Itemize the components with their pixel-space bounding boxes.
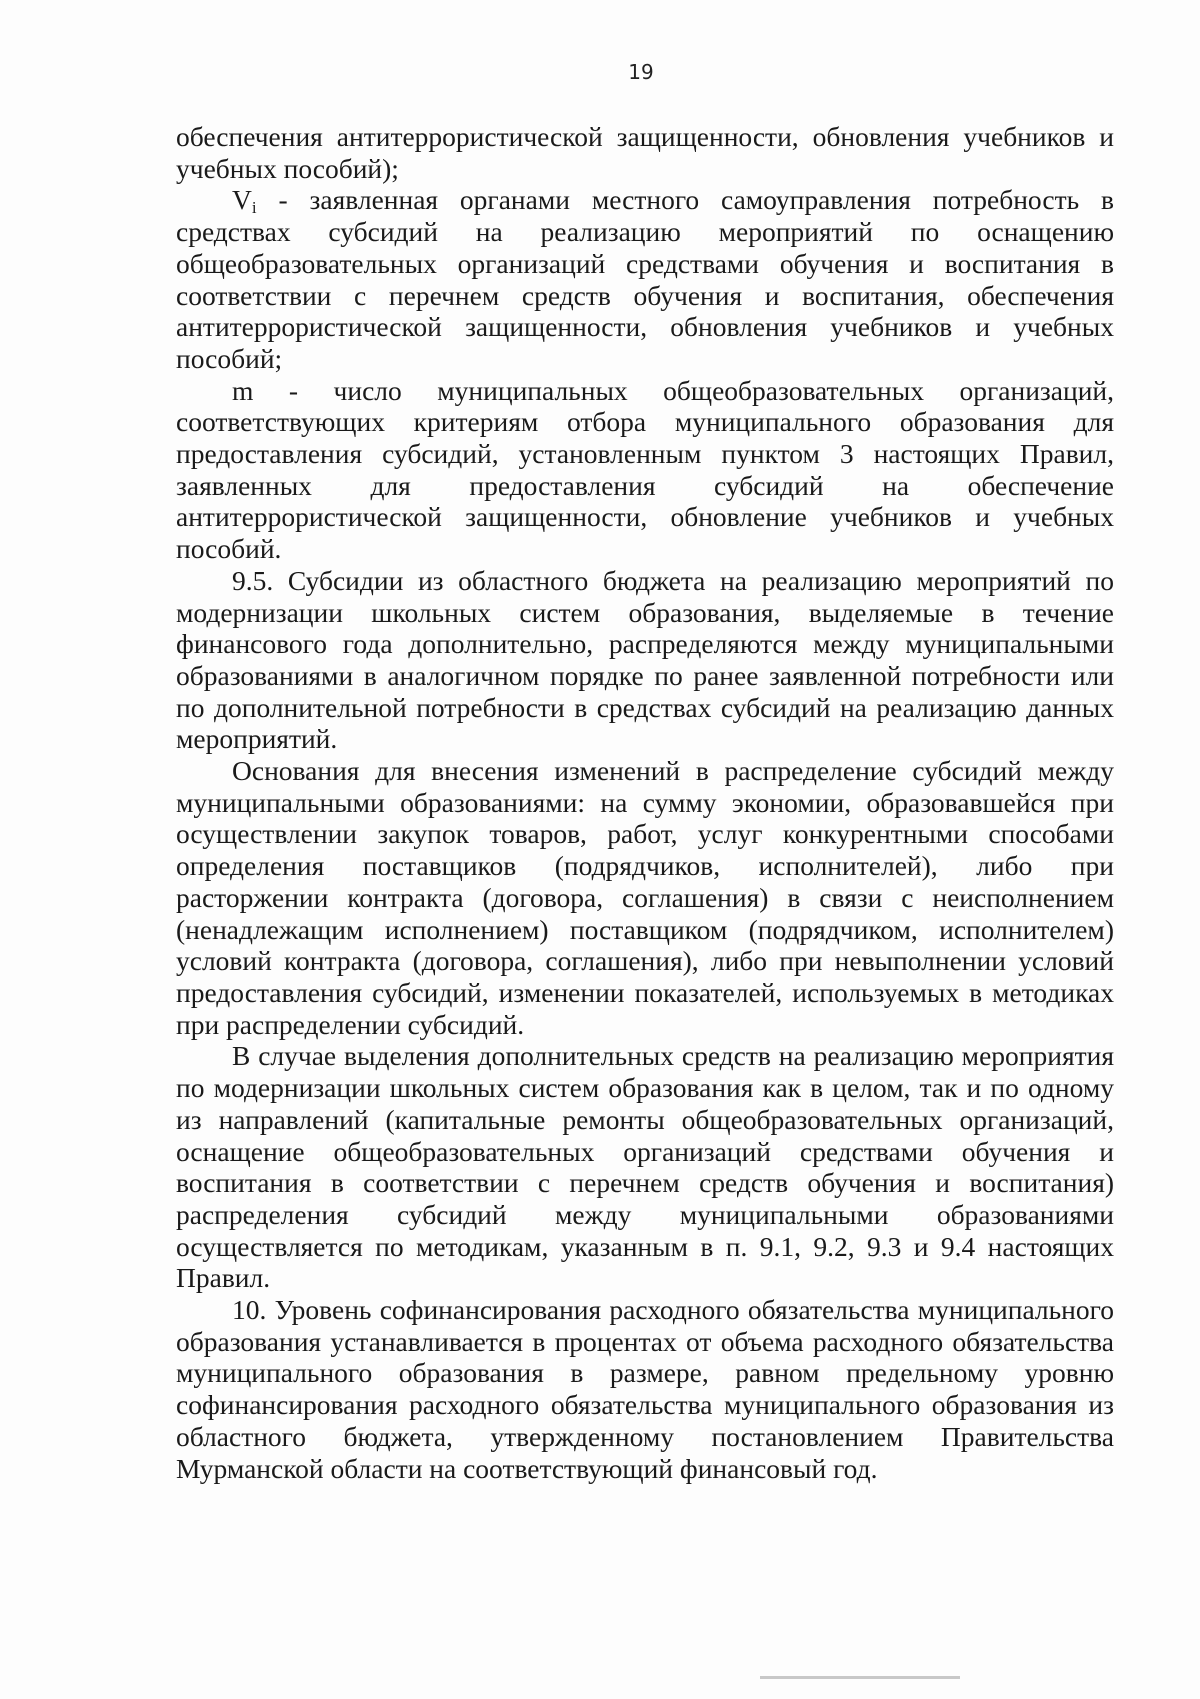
page-number: 19 (628, 60, 654, 84)
paragraph-m-definition: m - число муниципальных общеобразовательных организаций, соответствующих критериям отбора муниципального образования для предоставления субсидий, установленным пунктом 3 настоящих Правил, заявленных для предоставления субсидий на обеспечение антитеррористической защищенности, обновление учебников и учебных пособий. (176, 374, 1114, 565)
paragraph-continuation: обеспечения антитеррористической защищенности, обновления учебников и учебных пособий); (176, 121, 1114, 184)
footer-scan-mark (760, 1676, 960, 1679)
paragraph-vi-text: - заявленная органами местного самоуправления потребность в средствах субсидий на реализацию мероприятий по оснащению общеобразовательных организаций средствами обучения и воспитания в соответствии с перечнем средств обучения и воспитания, обеспечения антитеррористической защищенности, обновления учебников и учебных пособий; (176, 184, 1114, 374)
paragraph-additional-funds: В случае выделения дополнительных средств на реализацию мероприятия по модернизации школьных систем образования как в целом, так и по одному из направлений (капитальные ремонты общеобразовательных организаций, оснащение общеобразовательных организаций средствами обучения и воспитания в соответствии с перечнем средств обучения и воспитания) распределения субсидий между муниципальными образованиями осуществляется по методикам, указанным в п. 9.1, 9.2, 9.3 и 9.4 настоящих Правил. (176, 1040, 1114, 1294)
variable-subscript: i (251, 198, 257, 218)
variable-symbol: V (232, 184, 252, 216)
paragraph-vi-definition (176, 184, 1114, 374)
document-body (176, 121, 1114, 1484)
paragraph-10: 10. Уровень софинансирования расходного обязательства муниципального образования устанавливается в процентах от объема расходного обязательства муниципального образования в размере, равном предельному уровню софинансирования расходного обязательства муниципального образования из областного бюджета, утвержденному постановлением Правительства Мурманской области на соответствующий финансовый год. (176, 1294, 1114, 1484)
paragraph-change-grounds: Основания для внесения изменений в распределение субсидий между муниципальными образованиями: на сумму экономии, образовавшейся при осуществлении закупок товаров, работ, услуг конкурентными способами определения поставщиков (подрядчиков, исполнителей), либо при расторжении контракта (договора, соглашения) в связи с неисполнением (ненадлежащим исполнением) поставщиком (подрядчиком, исполнителем) условий контракта (договора, соглашения), либо при невыполнении условий предоставления субсидий, изменении показателей, используемых в методиках при распределении субсидий. (176, 755, 1114, 1040)
paragraph-9-5: 9.5. Субсидии из областного бюджета на реализацию мероприятий по модернизации школьных систем образования, выделяемые в течение финансового года дополнительно, распределяются между муниципальными образованиями в аналогичном порядке по ранее заявленной потребности или по дополнительной потребности в средствах субсидий на реализацию данных мероприятий. (176, 564, 1114, 755)
